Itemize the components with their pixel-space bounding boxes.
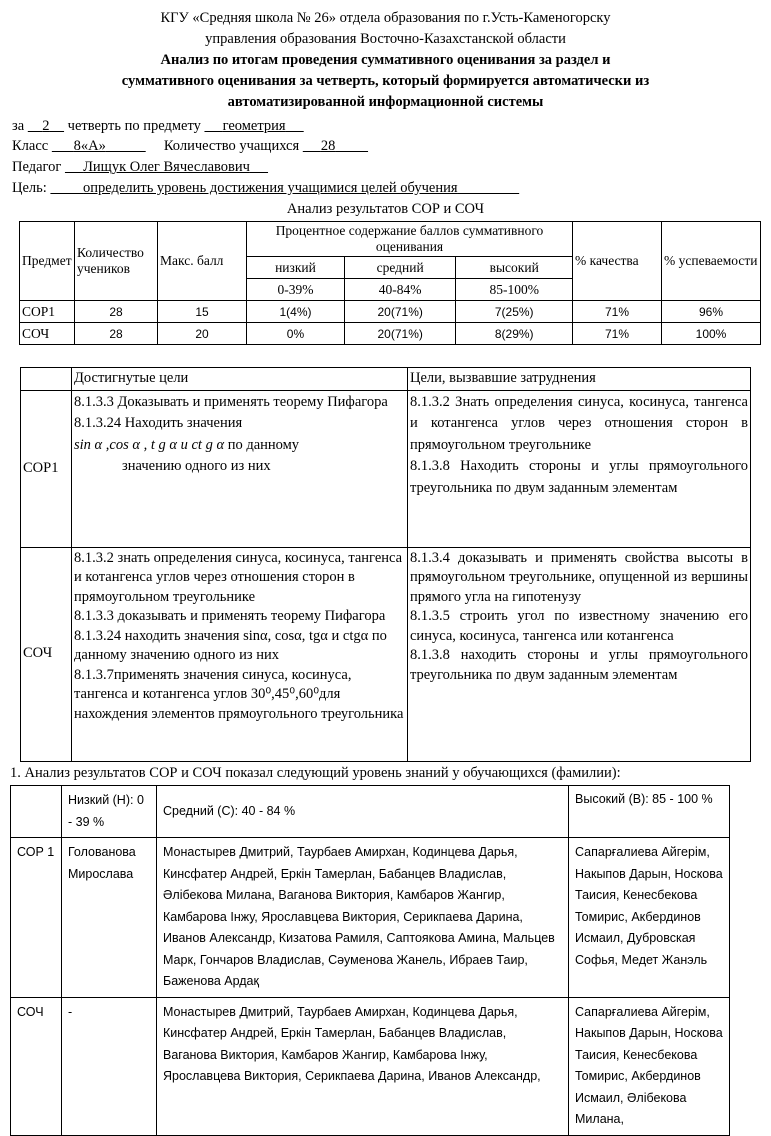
sor-achieved-2-formula: sin α ,cos α , t g α u ct g α по данному — [74, 436, 300, 453]
table-row — [20, 323, 761, 345]
sor-achieved-1: 8.1.3.3 Доказывать и применять теорему Пифагора — [74, 393, 388, 410]
levels-soch-mid: Монастырев Дмитрий, Таурбаев Амирхан, Кодинцева Дарья, Кинсфатер Андрей, Еркін Тамерлан, Бабанцев Владислав, Ваганова Виктория, Камбаров Жангир, Камбарова Інжу, Ярославцева Виктория, Серикпаева Дарина, Иванов Александр, — [157, 997, 569, 1135]
row-high: 8(29%) — [456, 323, 573, 345]
col-max-header: Макс. балл — [158, 222, 247, 301]
class-label: Класс — [12, 138, 49, 154]
levels-soch-low: - — [62, 997, 157, 1135]
results-caption: Анализ результатов СОР и СОЧ — [286, 201, 485, 217]
row-progress: 96% — [662, 301, 761, 323]
goal-value: определить уровень достижения учащимися целей обучения — [83, 180, 458, 196]
levels-table — [10, 785, 730, 1136]
soch-achieved-4: 8.1.3.7применять значения синуса, косинуса, тангенса и котангенса углов 30⁰,45⁰,60⁰для нахождения элементов прямоугольного треугольника — [74, 666, 404, 722]
sor-difficult-cell — [408, 390, 751, 547]
teacher-line — [12, 157, 268, 177]
levels-soch-high: Сапарғалиева Айгерім, Накыпов Дарын, Носкова Таисия, Кенесбекова Томирис, Акбердинов Исмаил, Әлібекова Милана, — [569, 997, 730, 1135]
doc-title-line-2: суммативного оценивания за четверть, который формируется автоматически из — [121, 73, 650, 89]
levels-soch-label: СОЧ — [11, 997, 62, 1135]
count-label: Количество учащихся — [163, 138, 300, 154]
teacher-value: Лищук Олег Вячеславович — [83, 159, 250, 175]
subject-value: геометрия — [222, 118, 286, 134]
range-high: 85-100% — [456, 279, 573, 301]
quarter-subject-line — [12, 116, 304, 136]
levels-sor-label: СОР 1 — [11, 838, 62, 998]
soch-achieved-3: 8.1.3.24 находить значения sinα, cosα, tgα и ctgα по данному значению одного из них — [74, 627, 387, 663]
row-low: 0% — [247, 323, 345, 345]
row-count: 28 — [75, 323, 158, 345]
soch-achieved-2: 8.1.3.3 доказывать и применять теорему Пифагора — [74, 608, 386, 624]
soch-difficult-1: 8.1.3.4 доказывать и применять свойства высоты в прямоугольном треугольнике, опущенной из вершины прямого угла на гипотенузу — [410, 549, 748, 605]
col-subject-header: Предмет — [20, 222, 75, 301]
levels-sor-mid: Монастырев Дмитрий, Таурбаев Амирхан, Кодинцева Дарья, Кинсфатер Андрей, Еркін Тамерлан, Бабанцев Владислав, Әлібекова Милана, Ваганова Виктория, Камбаров Жангир, Камбарова Інжу, Ярославцева Виктория, Серикпаева Дарина, Иванов Александр, Кизатова Рамиля, Саптоякова Амина, Мальцев Марк, Гончаров Владислав, Сәуменова Жанель, Ибраев Таир, Баженова Ардақ — [157, 838, 569, 998]
levels-corner-cell — [11, 786, 62, 838]
row-mid: 20(71%) — [344, 301, 455, 323]
row-count: 28 — [75, 301, 158, 323]
sor-achieved-cell — [72, 390, 408, 547]
levels-lead-text: 1. Анализ результатов СОР и СОЧ показал следующий уровень знаний у обучающихся (фамилии): — [10, 765, 621, 781]
levels-sor-high: Сапарғалиева Айгерім, Накыпов Дарын, Носкова Таисия, Кенесбекова Томирис, Акбердинов Исмаил, Дубровская Софья, Медет Жанэль — [569, 838, 730, 998]
row-name: СОР1 — [20, 301, 75, 323]
department-line: управления образования Восточно-Казахстанской области — [205, 31, 566, 47]
col-count-header: Количество учеников — [75, 222, 158, 301]
table-row — [20, 301, 761, 323]
class-value: 8«А» — [73, 138, 106, 154]
goal-line — [12, 178, 519, 198]
soch-achieved-cell — [72, 547, 408, 761]
col-mid-header: средний — [344, 257, 455, 279]
level-low-header: Низкий (Н): 0 - 39 % — [62, 786, 157, 838]
row-quality: 71% — [573, 323, 662, 345]
quarter-value: 2 — [42, 118, 50, 134]
achieved-header: Достигнутые цели — [72, 368, 408, 391]
class-line — [12, 136, 368, 156]
soch-achieved-1: 8.1.3.2 знать определения синуса, косинуса, тангенса и котангенса углов через отношения сторон в прямоугольном треугольнике — [74, 549, 403, 605]
range-mid: 40-84% — [344, 279, 455, 301]
row-max: 15 — [158, 301, 247, 323]
row-high: 7(25%) — [456, 301, 573, 323]
row-max: 20 — [158, 323, 247, 345]
col-low-header: низкий — [247, 257, 345, 279]
row-quality: 71% — [573, 301, 662, 323]
row-name: СОЧ — [20, 323, 75, 345]
teacher-label: Педагог — [12, 159, 62, 175]
level-mid-header: Средний (С): 40 - 84 % — [157, 786, 569, 838]
sor-label: СОР1 — [21, 390, 72, 547]
difficult-header: Цели, вызвавшие затруднения — [408, 368, 751, 391]
col-percent-header: Процентное содержание баллов суммативного оценивания — [247, 222, 573, 257]
col-progress-header: % успеваемости — [662, 222, 761, 301]
levels-sor-low: Голованова Мирослава — [62, 838, 157, 998]
results-table — [19, 221, 761, 345]
range-low: 0-39% — [247, 279, 345, 301]
col-quality-header: % качества — [573, 222, 662, 301]
school-name-line: КГУ «Средняя школа № 26» отдела образования по г.Усть-Каменогорску — [160, 10, 611, 26]
soch-difficult-3: 8.1.3.8 находить стороны и углы прямоугольного треугольника по двум заданным элементам — [410, 647, 748, 683]
soch-difficult-2: 8.1.3.5 строить угол по известному значению его синуса, косинуса, тангенса или котангенса — [410, 608, 748, 644]
row-mid: 20(71%) — [344, 323, 455, 345]
sor-achieved-2: 8.1.3.24 Находить значения — [74, 415, 243, 431]
row-progress: 100% — [662, 323, 761, 345]
count-value: 28 — [320, 138, 336, 154]
soch-difficult-cell — [408, 547, 751, 761]
sor-difficult-1: 8.1.3.2 Знать определения синуса, косинуса, тангенса и котангенса углов через отношения сторон в прямоугольном треугольнике — [410, 393, 748, 453]
goals-table — [20, 367, 751, 762]
doc-title-line-3: автоматизированной информационной системы — [227, 94, 544, 110]
za-label: за — [12, 118, 25, 134]
doc-title-line-1: Анализ по итогам проведения суммативного оценивания за раздел и — [160, 52, 611, 68]
sor-difficult-2: 8.1.3.8 Находить стороны и углы прямоугольного треугольника по двум заданным элементам — [410, 458, 748, 496]
goals-corner-cell — [21, 368, 72, 391]
level-high-header: Высокий (В): 85 - 100 % — [569, 786, 730, 838]
row-low: 1(4%) — [247, 301, 345, 323]
quarter-label: четверть по предмету — [67, 118, 201, 134]
sor-achieved-3: значению одного из них — [122, 458, 271, 474]
soch-label: СОЧ — [21, 547, 72, 761]
goal-label: Цель: — [12, 180, 47, 196]
col-high-header: высокий — [456, 257, 573, 279]
